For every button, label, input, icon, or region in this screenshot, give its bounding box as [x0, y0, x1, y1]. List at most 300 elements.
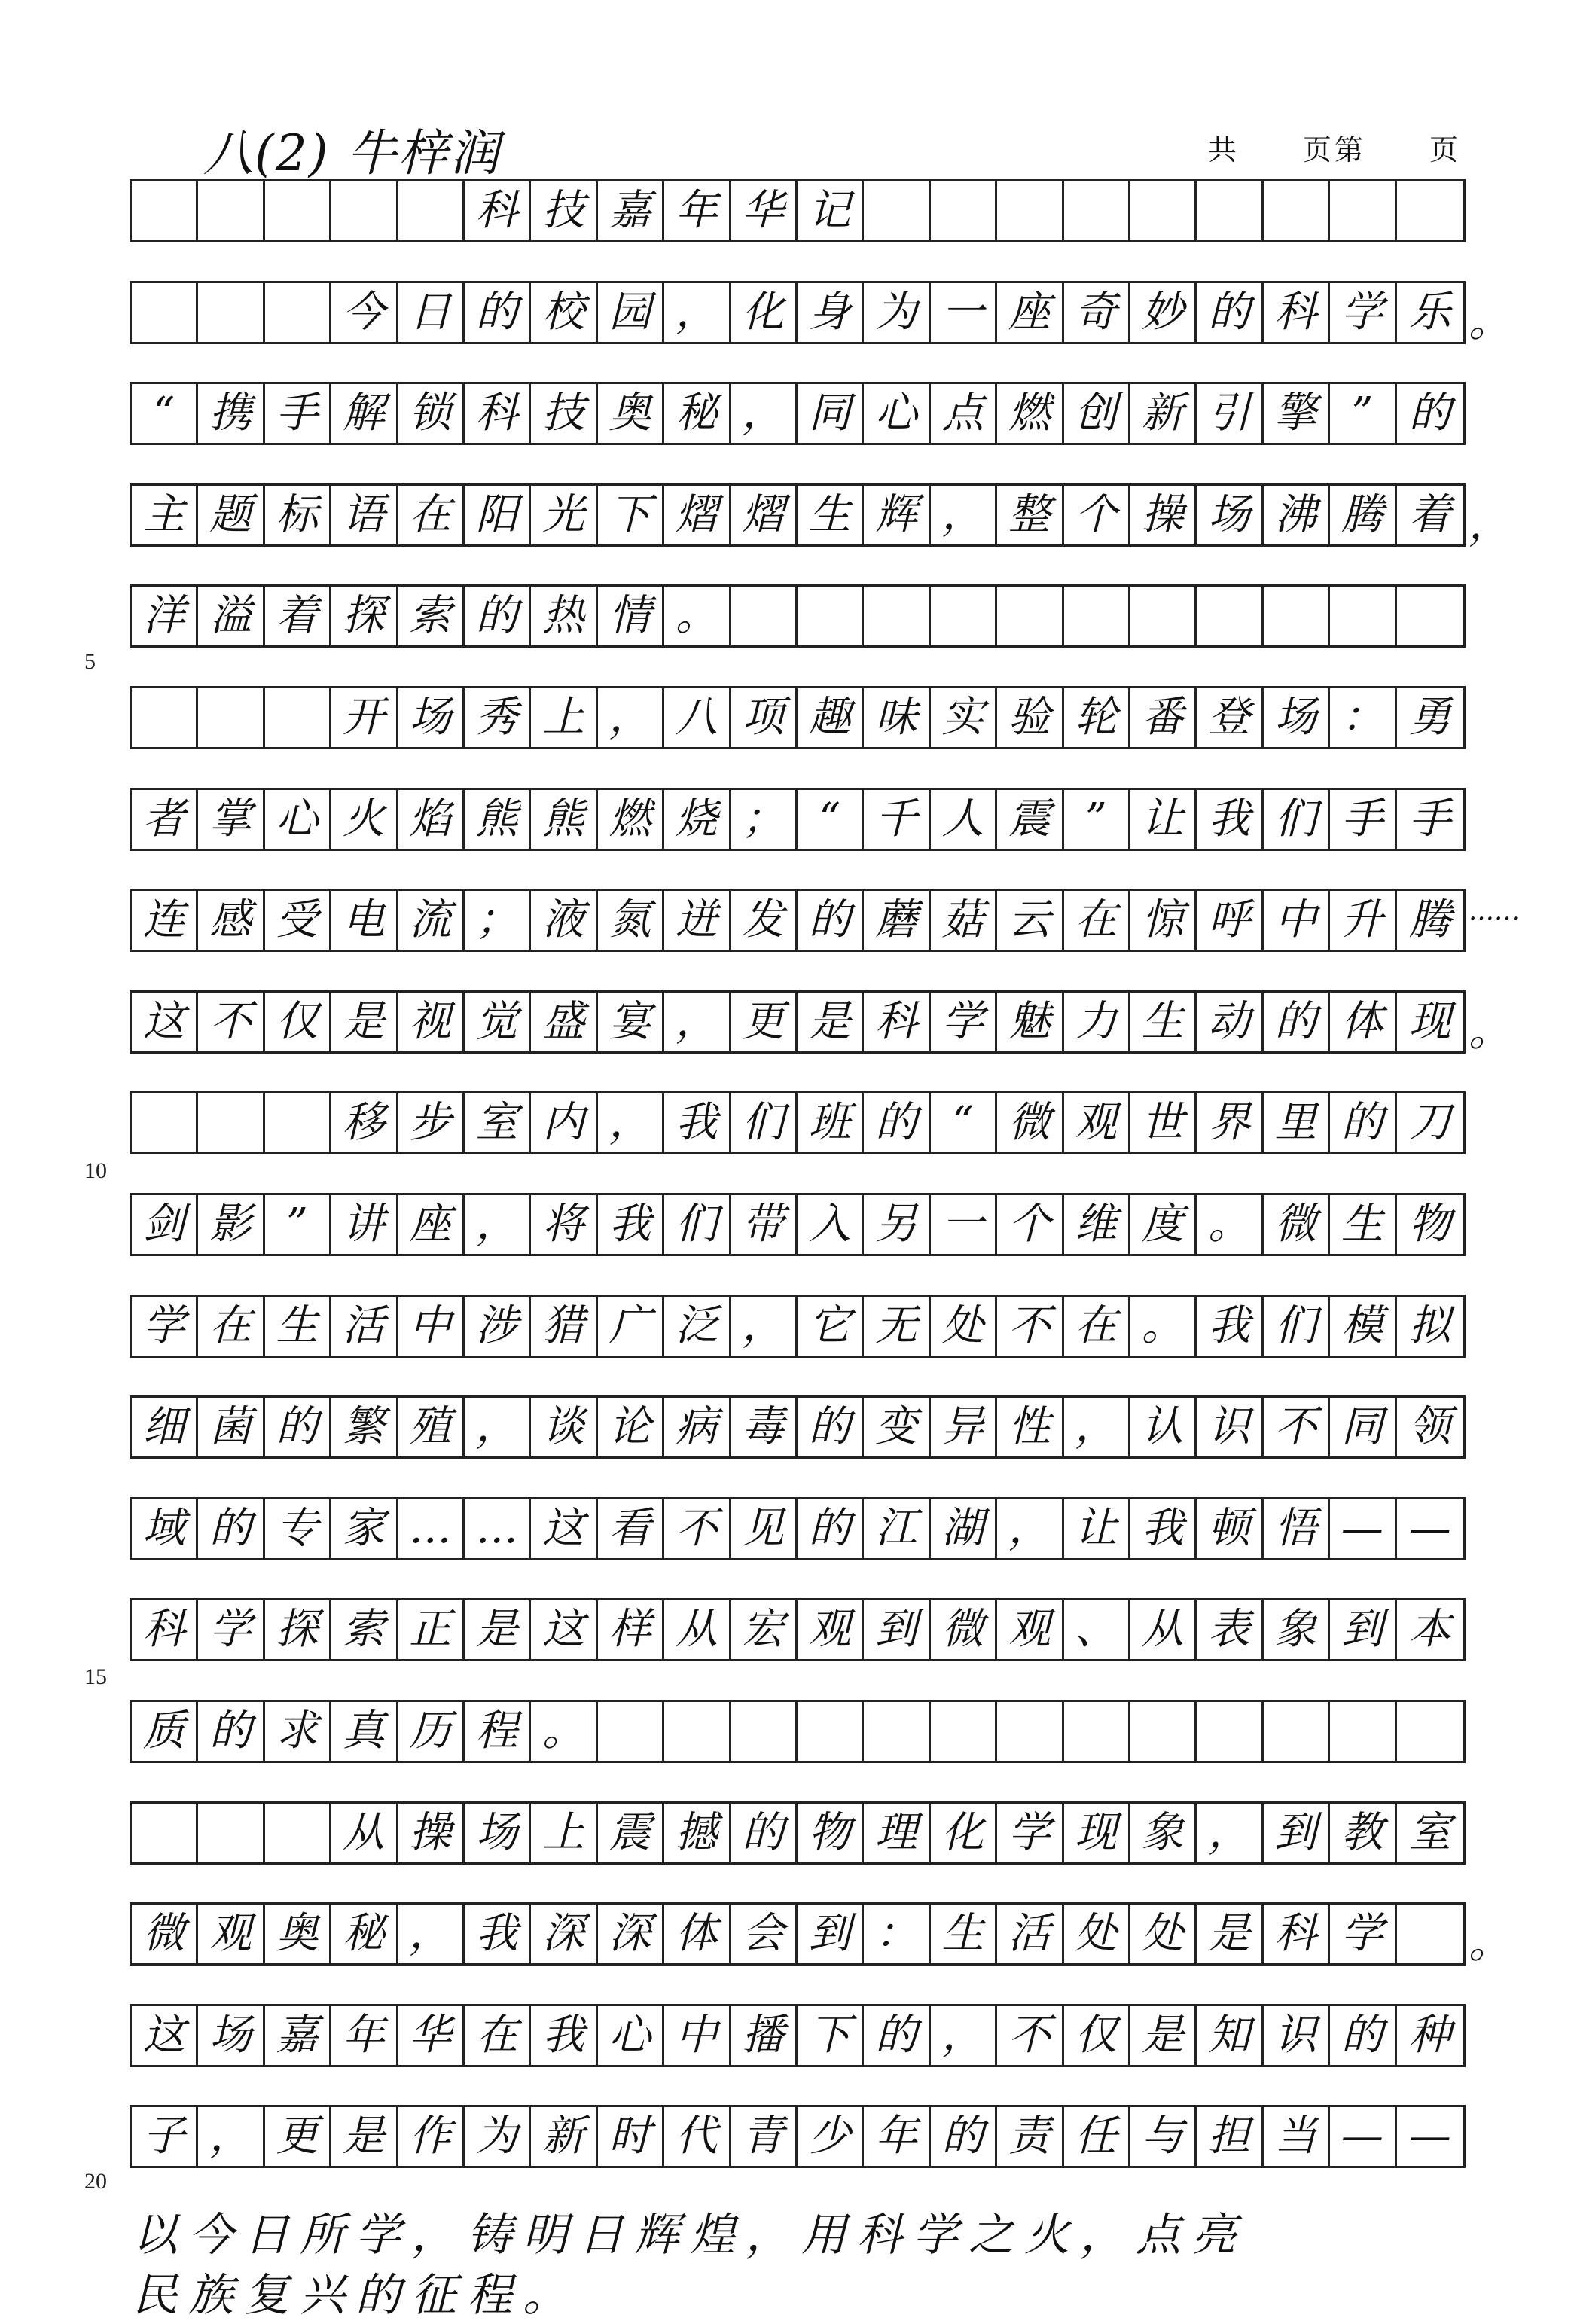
grid-row: [130, 1193, 1466, 1256]
grid-cell: 整: [997, 486, 1063, 544]
grid-cell: 奇: [1064, 283, 1130, 342]
grid-cell: 探: [265, 1600, 331, 1659]
grid-cell: ，: [598, 688, 664, 747]
grid-cell: 学: [1330, 1905, 1396, 1963]
grid-row: [130, 1598, 1466, 1661]
grid-cell: 登: [1197, 688, 1263, 747]
grid-cell: 云: [997, 891, 1063, 950]
grid-cell: 生: [1330, 1195, 1396, 1254]
grid-cell: 人: [931, 790, 997, 849]
grid-cell: ”: [1064, 790, 1130, 849]
grid-cell: 操: [398, 1804, 465, 1862]
grid-cell: 界: [1197, 1093, 1263, 1152]
grid-cell: 见: [731, 1499, 798, 1558]
grid-cell: 讲: [331, 1195, 398, 1254]
grid-cell: [1397, 1702, 1463, 1761]
page-info: 共 页第 页: [1207, 135, 1461, 166]
grid-cell: [1064, 1702, 1130, 1761]
grid-cell: 同: [1330, 1398, 1396, 1456]
grid-row: [130, 281, 1466, 344]
grid-cell: 个: [997, 1195, 1063, 1254]
grid-cell: 室: [465, 1093, 531, 1152]
grid-cell: 不: [664, 1499, 731, 1558]
grid-cell: 体: [1330, 993, 1396, 1051]
grid-cell: 主: [132, 486, 198, 544]
grid-cell: 秀: [465, 688, 531, 747]
grid-cell: 受: [265, 891, 331, 950]
grid-cell: 不: [1264, 1398, 1330, 1456]
grid-cell: 生: [931, 1905, 997, 1963]
grid-cell: 。: [664, 587, 731, 645]
grid-cell: 身: [798, 283, 864, 342]
grid-cell: 班: [798, 1093, 864, 1152]
overflow-punctuation: 。: [1469, 297, 1511, 346]
grid-cell: 氮: [598, 891, 664, 950]
grid-cell: 处: [931, 1297, 997, 1356]
grid-cell: 腾: [1330, 486, 1396, 544]
grid-cell: 领: [1408, 1402, 1451, 1452]
grid-cell: 携: [198, 384, 264, 443]
student-name: 八(2) 牛梓润: [203, 124, 501, 182]
grid-cell: [265, 1093, 331, 1152]
grid-cell: 探: [331, 587, 398, 645]
grid-cell: [931, 1702, 997, 1761]
grid-cell: 在: [465, 2006, 531, 2065]
grid-cell: 燃: [997, 384, 1063, 443]
grid-cell: 惊: [1130, 891, 1197, 950]
grid-cell: 场: [398, 688, 465, 747]
grid-cell: [265, 283, 331, 342]
grid-row: [130, 584, 1466, 648]
free-text-line-2: 民族复兴的征程。: [133, 2269, 578, 2322]
grid-cell: 着: [1408, 490, 1451, 539]
grid-cell: 生: [265, 1297, 331, 1356]
grid-cell: 少: [798, 2107, 864, 2166]
grid-cell: 维: [1064, 1195, 1130, 1254]
grid-cell: 处: [1064, 1905, 1130, 1963]
grid-cell: 这: [531, 1499, 597, 1558]
grid-cell: 科: [1264, 283, 1330, 342]
grid-cell: 题: [198, 486, 264, 544]
grid-cell: 科: [465, 181, 531, 240]
grid-cell: 我: [531, 2006, 597, 2065]
grid-cell: 化: [931, 1804, 997, 1862]
grid-cell: 一: [931, 1195, 997, 1254]
grid-cell: 专: [265, 1499, 331, 1558]
grid-cell: 视: [398, 993, 465, 1051]
grid-cell: 毒: [731, 1398, 798, 1456]
grid-cell: 的: [198, 1702, 264, 1761]
grid-cell: 场: [465, 1804, 531, 1862]
grid-cell: 象: [1130, 1804, 1197, 1862]
grid-cell: ，: [1064, 1398, 1130, 1456]
grid-cell: 味: [864, 688, 930, 747]
grid-cell: 室: [1408, 1807, 1451, 1857]
grid-cell: 是: [798, 993, 864, 1051]
grid-cell: [1330, 181, 1396, 240]
grid-cell: 江: [864, 1499, 930, 1558]
grid-cell: 沸: [1264, 486, 1330, 544]
grid-cell: 实: [931, 688, 997, 747]
grid-cell: —: [1330, 1499, 1396, 1558]
grid-cell: 上: [531, 688, 597, 747]
grid-cell: 不: [997, 1297, 1063, 1356]
grid-cell: 泛: [664, 1297, 731, 1356]
grid-cell: 撼: [664, 1804, 731, 1862]
grid-cell: 另: [864, 1195, 930, 1254]
grid-cell: [132, 283, 198, 342]
grid-cell: 熊: [465, 790, 531, 849]
grid-row: [130, 990, 1466, 1054]
grid-cell: 的: [798, 891, 864, 950]
grid-cell: 深: [531, 1905, 597, 1963]
grid-cell: 技: [531, 181, 597, 240]
grid-cell: ，: [398, 1905, 465, 1963]
grid-cell: 中: [664, 2006, 731, 2065]
grid-cell: 活: [997, 1905, 1063, 1963]
grid-cell: [731, 1702, 798, 1761]
grid-cell: 秘: [664, 384, 731, 443]
grid-cell: 蘑: [864, 891, 930, 950]
grid-cell: 学: [198, 1600, 264, 1659]
grid-cell: 。: [1130, 1297, 1197, 1356]
grid-cell: 项: [731, 688, 798, 747]
grid-cell: [132, 181, 198, 240]
grid-cell: [1330, 587, 1396, 645]
grid-row: [130, 889, 1466, 952]
grid-cell: 是: [465, 1600, 531, 1659]
grid-cell: 点: [931, 384, 997, 443]
grid-cell: 盛: [531, 993, 597, 1051]
grid-cell: ，: [598, 1093, 664, 1152]
grid-cell: 观: [798, 1600, 864, 1659]
grid-cell: 擎: [1264, 384, 1330, 443]
grid-cell: 锁: [398, 384, 465, 443]
grid-cell: [1197, 1702, 1263, 1761]
grid-cell: 更: [265, 2107, 331, 2166]
grid-cell: —: [1408, 1503, 1451, 1553]
grid-cell: 入: [798, 1195, 864, 1254]
grid-row: [130, 1801, 1466, 1865]
line-number-20: 20: [84, 2169, 107, 2194]
grid-cell: [1397, 181, 1463, 240]
grid-cell: 千: [864, 790, 930, 849]
grid-cell: 微: [931, 1600, 997, 1659]
grid-cell: 观: [997, 1600, 1063, 1659]
grid-cell: 。: [531, 1702, 597, 1761]
grid-cell: 嘉: [265, 2006, 331, 2065]
grid-cell: [864, 181, 930, 240]
grid-row: [130, 788, 1466, 851]
grid-cell: 模: [1330, 1297, 1396, 1356]
grid-cell: [1397, 587, 1463, 645]
grid-cell: [198, 688, 264, 747]
grid-cell: 的: [1330, 1093, 1396, 1152]
grid-cell: 教: [1330, 1804, 1396, 1862]
grid-cell: 质: [132, 1702, 198, 1761]
grid-cell: 拟: [1408, 1301, 1451, 1350]
grid-cell: 看: [598, 1499, 664, 1558]
grid-cell: 处: [1130, 1905, 1197, 1963]
grid-cell: [132, 1804, 198, 1862]
grid-cell: 手: [1330, 790, 1396, 849]
grid-cell: 物: [798, 1804, 864, 1862]
grid-cell: 深: [598, 1905, 664, 1963]
grid-cell: 创: [1064, 384, 1130, 443]
grid-cell: 菇: [931, 891, 997, 950]
grid-cell: 语: [331, 486, 398, 544]
grid-cell: 播: [731, 2006, 798, 2065]
grid-cell: 求: [265, 1702, 331, 1761]
grid-cell: 新: [1130, 384, 1197, 443]
grid-cell: 科: [465, 384, 531, 443]
grid-cell: —: [1408, 2112, 1451, 2161]
grid-cell: 的: [1408, 389, 1451, 438]
grid-cell: 病: [664, 1398, 731, 1456]
grid-cell: 论: [598, 1398, 664, 1456]
grid-cell: 阳: [465, 486, 531, 544]
grid-cell: 座: [997, 283, 1063, 342]
grid-cell: 到: [1330, 1600, 1396, 1659]
grid-cell: 真: [331, 1702, 398, 1761]
grid-cell: [198, 1804, 264, 1862]
grid-cell: 记: [798, 181, 864, 240]
grid-cell: 的: [1197, 283, 1263, 342]
grid-cell: 现: [1064, 1804, 1130, 1862]
grid-cell: [997, 587, 1063, 645]
overflow-punctuation: ，: [1469, 499, 1511, 549]
grid-cell: ；: [465, 891, 531, 950]
grid-cell: ，: [664, 993, 731, 1051]
grid-cell: 度: [1130, 1195, 1197, 1254]
grid-cell: 观: [198, 1905, 264, 1963]
grid-cell: 学: [1330, 283, 1396, 342]
line-number-15: 15: [84, 1664, 107, 1689]
grid-cell: 将: [531, 1195, 597, 1254]
grid-cell: 火: [331, 790, 398, 849]
grid-cell: 发: [731, 891, 798, 950]
grid-cell: 校: [531, 283, 597, 342]
grid-row: [130, 1091, 1466, 1154]
grid-cell: 识: [1264, 2006, 1330, 2065]
grid-cell: ，: [931, 2006, 997, 2065]
grid-cell: 学: [132, 1297, 198, 1356]
grid-cell: 细: [132, 1398, 198, 1456]
grid-cell: 的: [265, 1398, 331, 1456]
grid-cell: ：: [1330, 688, 1396, 747]
grid-cell: 正: [398, 1600, 465, 1659]
grid-cell: [198, 181, 264, 240]
grid-cell: 青: [731, 2107, 798, 2166]
grid-cell: 猎: [531, 1297, 597, 1356]
grid-cell: [1130, 181, 1197, 240]
grid-cell: 下: [798, 2006, 864, 2065]
grid-cell: 上: [531, 1804, 597, 1862]
grid-cell: 到: [864, 1600, 930, 1659]
grid-cell: 本: [1408, 1605, 1451, 1655]
grid-cell: 感: [198, 891, 264, 950]
grid-cell: 今: [331, 283, 398, 342]
grid-cell: [997, 181, 1063, 240]
grid-cell: 液: [531, 891, 597, 950]
grid-cell: 们: [1264, 1297, 1330, 1356]
grid-cell: 到: [798, 1905, 864, 1963]
grid-cell: 带: [731, 1195, 798, 1254]
grid-cell: [331, 181, 398, 240]
grid-cell: 的: [1264, 993, 1330, 1051]
grid-cell: 手: [265, 384, 331, 443]
grid-cell: 年: [864, 2107, 930, 2166]
grid-cell: 象: [1264, 1600, 1330, 1659]
grid-cell: [1264, 181, 1330, 240]
grid-cell: 从: [1130, 1600, 1197, 1659]
grid-cell: 引: [1197, 384, 1263, 443]
grid-cell: 开: [331, 688, 398, 747]
grid-cell: 在: [1064, 891, 1130, 950]
grid-cell: 妙: [1130, 283, 1197, 342]
grid-cell: 涉: [465, 1297, 531, 1356]
grid-cell: 观: [1064, 1093, 1130, 1152]
grid-cell: ”: [265, 1195, 331, 1254]
grid-cell: [598, 1702, 664, 1761]
grid-cell: 新: [531, 2107, 597, 2166]
grid-cell: 殖: [398, 1398, 465, 1456]
grid-cell: 的: [465, 283, 531, 342]
grid-cell: 烧: [664, 790, 731, 849]
grid-cell: 表: [1197, 1600, 1263, 1659]
grid-cell: 的: [798, 1398, 864, 1456]
grid-cell: 光: [531, 486, 597, 544]
grid-cell: [931, 181, 997, 240]
grid-cell: 同: [798, 384, 864, 443]
grid-cell: 到: [1264, 1804, 1330, 1862]
grid-cell: 熠: [664, 486, 731, 544]
grid-cell: 是: [1130, 2006, 1197, 2065]
grid-cell: 奥: [265, 1905, 331, 1963]
grid-cell: ，: [1197, 1804, 1263, 1862]
grid-cell: 科: [1264, 1905, 1330, 1963]
grid-cell: 从: [664, 1600, 731, 1659]
grid-cell: ，: [465, 1195, 531, 1254]
grid-cell: 手: [1408, 794, 1451, 843]
grid-cell: ，: [198, 2107, 264, 2166]
grid-cell: ”: [1330, 384, 1396, 443]
grid-cell: 场: [1264, 688, 1330, 747]
grid-cell: 秘: [331, 1905, 398, 1963]
grid-cell: “: [132, 384, 198, 443]
grid-cell: ，: [997, 1499, 1063, 1558]
grid-cell: 的: [798, 1499, 864, 1558]
grid-cell: 动: [1197, 993, 1263, 1051]
grid-cell: 为: [864, 283, 930, 342]
grid-cell: 勇: [1408, 693, 1451, 742]
grid-cell: 家: [331, 1499, 398, 1558]
grid-cell: 轮: [1064, 688, 1130, 747]
grid-cell: 影: [198, 1195, 264, 1254]
grid-cell: 我: [465, 1905, 531, 1963]
grid-cell: 情: [598, 587, 664, 645]
grid-row: [130, 179, 1466, 242]
grid-cell: 者: [132, 790, 198, 849]
line-number-10: 10: [84, 1158, 107, 1183]
grid-cell: 里: [1264, 1093, 1330, 1152]
grid-cell: 种: [1408, 2010, 1451, 2060]
grid-cell: 担: [1197, 2107, 1263, 2166]
grid-cell: [265, 688, 331, 747]
grid-cell: 从: [331, 1804, 398, 1862]
grid-row: [130, 382, 1466, 445]
grid-cell: 着: [265, 587, 331, 645]
grid-cell: [132, 1093, 198, 1152]
grid-cell: 园: [598, 283, 664, 342]
grid-cell: 作: [398, 2107, 465, 2166]
grid-cell: 广: [598, 1297, 664, 1356]
grid-cell: 仅: [1064, 2006, 1130, 2065]
grid-cell: 微: [1264, 1195, 1330, 1254]
grid-cell: 的: [864, 2006, 930, 2065]
grid-row: [130, 1497, 1466, 1560]
grid-cell: 刀: [1408, 1098, 1451, 1148]
grid-cell: 的: [731, 1804, 798, 1862]
grid-cell: 代: [664, 2107, 731, 2166]
grid-cell: 趣: [798, 688, 864, 747]
grid-cell: 洋: [132, 587, 198, 645]
grid-cell: 湖: [931, 1499, 997, 1558]
grid-cell: [997, 1702, 1063, 1761]
grid-row: [130, 483, 1466, 547]
grid-cell: [398, 181, 465, 240]
grid-cell: 我: [1197, 1297, 1263, 1356]
grid-cell: 时: [598, 2107, 664, 2166]
grid-cell: 腾: [1408, 895, 1451, 945]
grid-cell: 场: [198, 2006, 264, 2065]
grid-cell: 奥: [598, 384, 664, 443]
grid-row: [130, 1902, 1466, 1966]
grid-cell: [1264, 1702, 1330, 1761]
grid-cell: 世: [1130, 1093, 1197, 1152]
grid-cell: “: [931, 1093, 997, 1152]
grid-cell: 操: [1130, 486, 1197, 544]
grid-cell: 标: [265, 486, 331, 544]
grid-cell: 年: [664, 181, 731, 240]
grid-cell: [198, 283, 264, 342]
grid-cell: 性: [997, 1398, 1063, 1456]
grid-cell: ；: [731, 790, 798, 849]
grid-cell: 、: [1064, 1600, 1130, 1659]
grid-cell: 迸: [664, 891, 731, 950]
grid-cell: 繁: [331, 1398, 398, 1456]
grid-cell: 步: [398, 1093, 465, 1152]
grid-cell: 这: [132, 2006, 198, 2065]
grid-cell: 在: [398, 486, 465, 544]
grid-cell: 生: [1130, 993, 1197, 1051]
grid-cell: 我: [598, 1195, 664, 1254]
grid-cell: ，: [931, 486, 997, 544]
grid-cell: 索: [331, 1600, 398, 1659]
grid-cell: 的: [864, 1093, 930, 1152]
grid-cell: 这: [132, 993, 198, 1051]
grid-cell: 溢: [198, 587, 264, 645]
grid-cell: [798, 587, 864, 645]
grid-cell: [1064, 181, 1130, 240]
grid-cell: 程: [465, 1702, 531, 1761]
grid-cell: 的: [198, 1499, 264, 1558]
grid-cell: 变: [864, 1398, 930, 1456]
grid-cell: 熊: [531, 790, 597, 849]
grid-cell: 我: [1197, 790, 1263, 849]
grid-cell: 现: [1408, 996, 1451, 1046]
grid-cell: 与: [1130, 2107, 1197, 2166]
